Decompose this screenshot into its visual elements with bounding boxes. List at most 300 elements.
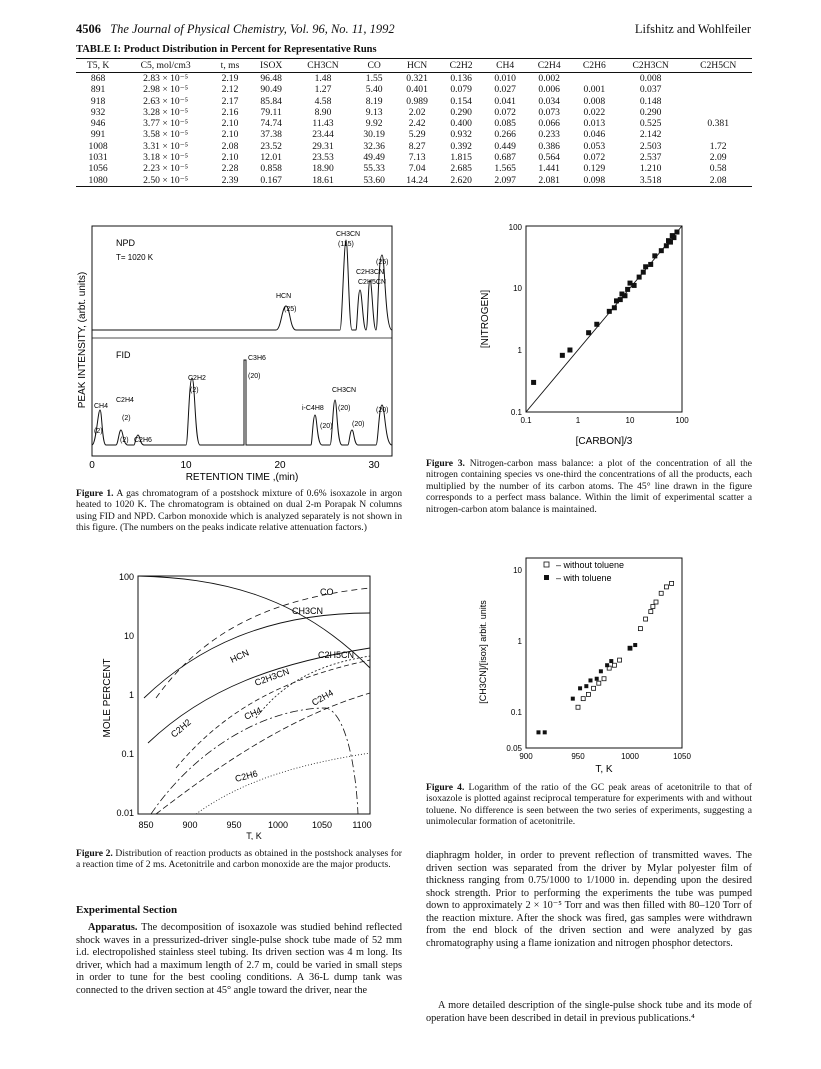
table-cell: 0.006	[538, 84, 560, 96]
table-cell: 0.072	[583, 152, 606, 164]
table-cell: 2.10	[221, 129, 239, 141]
figure2-xtick: 950	[226, 820, 242, 830]
curve-label: C2H5CN	[318, 650, 355, 660]
table-cell: 2.620	[439, 175, 484, 187]
table-cell: 2.10	[221, 152, 239, 164]
figure4-ytick: 1	[517, 637, 522, 646]
table-cell: 0.073	[538, 106, 560, 118]
figure2-mole-percent	[96, 568, 386, 840]
figure3-ytick: 10	[513, 284, 522, 293]
table-cell: 18.90	[312, 163, 334, 175]
table-cell: 9.92	[365, 118, 383, 130]
figure4-ytick: 10	[513, 566, 522, 575]
column-header: C2H5CN	[684, 59, 752, 73]
table-cell: 0.008	[583, 95, 606, 107]
figure4-caption-label: Figure 4.	[426, 782, 465, 793]
table-cell: 0.079	[450, 84, 472, 96]
curve-label: CO	[320, 587, 334, 597]
table-cell: 96.48	[260, 73, 282, 84]
table-cell: 0.027	[494, 84, 516, 96]
table-cell: 1031	[88, 152, 108, 164]
data-point	[668, 240, 673, 245]
figure2-xlabel: T, K	[246, 831, 262, 840]
table-cell: 991	[90, 129, 106, 141]
table-cell: 85.84	[260, 95, 282, 107]
figure4-frame	[526, 558, 682, 748]
data-point-with-toluene	[536, 730, 540, 734]
table-cell: 868	[90, 73, 106, 84]
table-cell: 53.60	[353, 175, 396, 187]
peak-label: (2)	[94, 428, 103, 435]
table-cell: 23.44	[312, 129, 334, 141]
legend-open-marker	[544, 562, 549, 567]
table-cell: 0.053	[583, 140, 606, 152]
table-cell: 1.48	[314, 73, 332, 84]
table-body	[76, 73, 752, 187]
table-cell: 1.72	[709, 140, 727, 152]
table-cell: 0.037	[639, 84, 662, 96]
figure3-diagonal	[526, 226, 682, 412]
table-cell: 0.008	[639, 73, 662, 84]
figure2-ytick: 10	[123, 631, 134, 641]
legend-open-label: – without toluene	[556, 560, 625, 570]
table-cell: 7.04	[408, 163, 426, 175]
table-cell: 2.98 × 10⁻⁵	[143, 84, 189, 96]
table-cell: 18.61	[293, 175, 352, 187]
data-point	[643, 264, 648, 269]
data-point-with-toluene	[571, 697, 575, 701]
peak-label: C2H3CN	[356, 269, 385, 276]
table-cell: 30.19	[363, 129, 385, 141]
peak-label: i-C4H8	[302, 405, 324, 412]
figure3-xtick: 100	[675, 416, 689, 425]
data-point-with-toluene	[605, 663, 609, 667]
table-cell: 23.53	[312, 152, 334, 164]
curve-label: CH3CN	[292, 606, 324, 616]
figure1-caption-text: A gas chromatogram of a postshock mixture of 0.6% isoxazole in argon heated to 1020 K. The chromatogram is obtained on dual 2-m Porapak N columns using FID and NPD. Carbon monoxide which is analyzed separately is not shown in this figure. (The numbers on the peaks indicate relative attenuation factors.)	[76, 488, 402, 534]
experimental-para3: A more detailed description of the single-pulse shock tube and its mode of operation have been described in detail in previous publications.⁴	[426, 1000, 752, 1024]
data-point	[612, 305, 617, 310]
peak-label: (25)	[284, 306, 297, 313]
figure1-chromatogram	[76, 220, 406, 482]
data-point	[622, 293, 627, 298]
table-cell: 3.28 × 10⁻⁵	[143, 106, 189, 118]
figure1-xlabel: RETENTION TIME ,(min)	[185, 472, 299, 482]
table-row	[76, 129, 752, 140]
table-cell: 1.565	[494, 163, 516, 175]
peak-label: (20)	[338, 405, 351, 412]
data-point-with-toluene	[584, 684, 588, 688]
table-cell: 4.58	[314, 95, 332, 107]
apparatus-label: Apparatus.	[88, 922, 138, 933]
table-row	[76, 141, 752, 152]
table-cell: 2.28	[221, 163, 239, 175]
table-row	[76, 118, 752, 129]
table-cell: 3.77 × 10⁻⁵	[143, 118, 189, 130]
table-cell	[684, 84, 752, 95]
figure1-npd-label: NPD	[116, 238, 136, 248]
table-cell: 0.041	[494, 95, 516, 107]
table-cell: 2.08	[684, 175, 752, 187]
table-cell: 0.449	[494, 140, 516, 152]
journal-title: The Journal of Physical Chemistry, Vol. 96, No. 11, 1992	[110, 22, 395, 36]
figure2-ytick: 0.01	[116, 808, 134, 818]
figure3-ytick: 0.1	[510, 408, 522, 417]
table-cell	[684, 107, 752, 118]
table-cell: 0.386	[538, 140, 560, 152]
table-header-row	[76, 59, 752, 73]
data-point	[618, 297, 623, 302]
data-point-with-toluene	[543, 730, 547, 734]
figure4-points	[536, 581, 673, 734]
figure4-xtick: 1050	[673, 752, 691, 761]
table-cell: 0.034	[538, 95, 560, 107]
figure4-xlabel: T, K	[595, 764, 613, 774]
data-point	[659, 248, 664, 253]
table-cell: 23.52	[260, 140, 282, 152]
table-cell: 0.381	[707, 118, 729, 130]
figure2-ytick: 0.1	[121, 749, 134, 759]
table-row	[76, 96, 752, 107]
table-row	[76, 163, 752, 174]
data-point-without-toluene	[664, 585, 668, 589]
table-cell: 9.13	[365, 106, 383, 118]
table-cell: 2.503	[639, 140, 662, 152]
table-cell: 0.085	[494, 118, 516, 130]
table-cell: 2.685	[450, 163, 472, 175]
table-cell: 1008	[88, 140, 108, 152]
figure3-points	[531, 230, 679, 385]
legend-filled-marker	[544, 575, 549, 580]
table-cell: 3.58 × 10⁻⁵	[143, 129, 189, 141]
figure2-xtick: 900	[182, 820, 198, 830]
data-point-without-toluene	[576, 705, 580, 709]
table-cell: 2.50 × 10⁻⁵	[120, 175, 211, 187]
authors-header: Lifshitz and Wohlfeiler	[634, 22, 751, 36]
table-cell: 29.31	[312, 140, 334, 152]
table-cell: 0.136	[450, 73, 472, 84]
figure3-caption	[426, 458, 752, 515]
table-cell: 0.858	[260, 163, 282, 175]
table-cell: 918	[90, 95, 106, 107]
table-cell: 2.10	[221, 118, 239, 130]
table-cell: 0.401	[406, 84, 428, 96]
table-cell: 2.081	[527, 175, 572, 187]
table-cell: 2.537	[639, 152, 662, 164]
table-cell: 8.90	[314, 106, 332, 118]
table-cell: 2.12	[221, 84, 239, 96]
table-cell: 1080	[76, 175, 120, 187]
data-point	[637, 275, 642, 280]
table-row	[76, 107, 752, 118]
data-point-without-toluene	[649, 610, 653, 614]
legend-filled-label: – with toluene	[556, 573, 612, 583]
table-cell: 0.098	[572, 175, 617, 187]
table-cell: 0.687	[494, 152, 516, 164]
table-cell: 2.142	[639, 129, 662, 141]
column-header: C2H3CN	[617, 59, 685, 73]
peak-label: C2H2	[188, 375, 206, 382]
peak-label: (20)	[248, 373, 261, 380]
column-header: t, ms	[211, 59, 249, 73]
figure3-xtick: 0.1	[520, 416, 532, 425]
figure3-ytick: 100	[508, 223, 522, 232]
figure2-xtick: 850	[138, 820, 154, 830]
table-cell: 1.815	[450, 152, 472, 164]
table-row	[76, 175, 752, 187]
figure1-xtick: 30	[368, 460, 380, 471]
table-cell: 3.518	[617, 175, 685, 187]
curve-label: C2H3CN	[253, 666, 291, 688]
figure2-caption	[76, 848, 402, 871]
table-cell: 0.072	[494, 106, 516, 118]
table-cell: 0.129	[583, 163, 606, 175]
data-point-without-toluene	[597, 681, 601, 685]
table-cell: 2.02	[408, 106, 426, 118]
figure4-xtick: 1000	[621, 752, 639, 761]
product-table	[76, 58, 752, 187]
table-cell: 74.74	[260, 118, 282, 130]
table-cell	[572, 73, 617, 85]
figure4-ylabel: [CH3CN]/[isox] arbit. units	[478, 600, 488, 704]
table-cell: 0.167	[249, 175, 293, 187]
column-header: C2H2	[439, 59, 484, 73]
figure4-caption	[426, 782, 752, 828]
data-point-without-toluene	[618, 658, 622, 662]
data-point	[586, 330, 591, 335]
table-cell: 2.08	[221, 140, 239, 152]
figure2-xtick: 1050	[311, 820, 333, 830]
table-cell: 2.16	[221, 106, 239, 118]
table-row	[76, 152, 752, 163]
figure1-fid-label: FID	[116, 350, 131, 360]
figure2-xtick: 1100	[352, 820, 372, 830]
data-point	[674, 230, 679, 235]
figure2-ytick: 1	[128, 690, 134, 700]
peak-label: (2)	[120, 437, 129, 444]
data-point-without-toluene	[592, 686, 596, 690]
figure2-ytick: 100	[118, 572, 134, 582]
peak-label: (20)	[352, 421, 365, 428]
curve-label: CH4	[242, 705, 264, 722]
figure3-xtick: 10	[625, 416, 635, 425]
table-cell: 0.046	[583, 129, 606, 141]
data-point	[641, 270, 646, 275]
data-point-without-toluene	[670, 581, 674, 585]
table-cell: 0.002	[538, 73, 560, 84]
table-cell: 1.210	[639, 163, 662, 175]
figure4-ytick: 0.05	[506, 744, 522, 753]
data-point-without-toluene	[602, 677, 606, 681]
table-cell: 0.154	[450, 95, 472, 107]
data-point-without-toluene	[612, 663, 616, 667]
table-cell: 1.27	[314, 84, 332, 96]
column-header: C5, mol/cm3	[120, 59, 211, 73]
peak-label: CH3CN	[336, 231, 361, 238]
table-cell: 0.290	[450, 106, 472, 118]
table-cell: 0.564	[538, 152, 560, 164]
table-cell: 0.58	[709, 163, 727, 175]
table-cell: 0.066	[538, 118, 560, 130]
data-point-without-toluene	[586, 692, 590, 696]
data-point-without-toluene	[644, 617, 648, 621]
table-cell: 0.932	[450, 129, 472, 141]
table-cell: 946	[90, 118, 106, 130]
table-cell: 1.55	[365, 73, 383, 84]
figure1-fid-trace	[92, 360, 392, 445]
figure3-xlabel: [CARBON]/3	[575, 436, 633, 447]
table-cell: 0.321	[406, 73, 428, 84]
experimental-heading: Experimental Section	[76, 904, 178, 916]
figure1-temp-label: T= 1020 K	[116, 253, 154, 262]
column-header: C2H4	[527, 59, 572, 73]
column-header: C2H6	[572, 59, 617, 73]
figure4-ytick: 0.1	[510, 708, 522, 717]
table-cell: 0.266	[494, 129, 516, 141]
table-cell: 2.19	[221, 73, 239, 84]
table-cell: 2.097	[484, 175, 527, 187]
table-cell: 12.01	[260, 152, 282, 164]
table-cell: 2.39	[211, 175, 249, 187]
table-cell: 0.233	[538, 129, 560, 141]
table-cell: 0.010	[494, 73, 516, 84]
figure3-caption-label: Figure 3.	[426, 458, 465, 469]
data-point-with-toluene	[628, 646, 632, 650]
table-cell: 0.525	[639, 118, 662, 130]
table-cell: 2.83 × 10⁻⁵	[143, 73, 189, 84]
table-cell: 5.40	[365, 84, 383, 96]
column-header: T5, K	[76, 59, 120, 73]
curve-label: C2H6	[233, 768, 259, 784]
figure1-caption	[76, 488, 402, 534]
peak-label: CH3CN	[332, 387, 357, 394]
peak-label: (2)	[122, 415, 131, 422]
figure4-caption-text: Logarithm of the ratio of the GC peak areas of acetonitrile to that of isoxazole is plotted against reciprocal temperature for experiments with and without toluene. No difference is seen between the two series of experiments, suggesting a unimolecular formation of acetonitrile.	[426, 782, 752, 828]
page-header	[76, 22, 395, 37]
table-cell: 0.290	[639, 106, 662, 118]
table-cell: 0.022	[583, 106, 606, 118]
figure2-caption-text: Distribution of reaction products as obtained in the postshock analyses for a reaction time of 2 ms. Acetonitrile and carbon monoxide are the major products.	[76, 848, 402, 871]
figure1-ylabel: PEAK INTENSITY, (arbt. units)	[77, 271, 88, 409]
figure3-mass-balance	[470, 222, 710, 450]
peak-label: C2H6	[134, 437, 152, 444]
table-cell: 891	[90, 84, 106, 96]
column-header: CH3CN	[293, 59, 352, 73]
table-cell: 1.441	[538, 163, 560, 175]
figure3-caption-text: Nitrogen-carbon mass balance: a plot of the concentration of all the nitrogen containing species vs one-third the concentrations of all the products, each multiplied by the number of its carbon atoms. The 45° line drawn in the figure corresponds to a perfect mass balance. Within the limit of experimental scatter a nitrogen-carbon atom balance is maintained.	[426, 458, 752, 515]
table-cell: 8.19	[365, 95, 383, 107]
table-row	[76, 84, 752, 95]
figure1-xtick: 10	[180, 460, 192, 471]
data-point	[648, 262, 653, 267]
table-cell: 14.24	[396, 175, 439, 187]
figure4-xtick: 900	[519, 752, 533, 761]
peak-label: (115)	[338, 241, 354, 248]
figure3-ytick: 1	[517, 346, 522, 355]
data-point-without-toluene	[654, 600, 658, 604]
figure1-xtick: 20	[274, 460, 286, 471]
table-row	[76, 73, 752, 85]
data-point	[652, 253, 657, 258]
figure3-xtick: 1	[575, 416, 581, 425]
data-point-without-toluene	[651, 604, 655, 608]
page-number: 4506	[76, 22, 101, 36]
para1-text: The decomposition of isoxazole was studied behind reflected shock waves in a pressurized-driver single-pulse shock tube made of 52 mm i.d. electropolished stainless steel tubing. Its driven section was 4 m long. Its driver, which had a maximum length of 2.7 m, could be varied in small steps in order to tune for the best cooling conditions. A 36-L dump tank was connected to the driven section at 45° angle toward the driver, near the	[76, 922, 402, 996]
data-point	[560, 353, 565, 358]
peak-label: C2H5CN	[358, 279, 387, 286]
table-cell: 55.33	[363, 163, 385, 175]
peak-label: C3H6	[248, 355, 266, 362]
data-point-with-toluene	[595, 677, 599, 681]
peak-label: (2)	[190, 387, 199, 394]
table-cell: 0.001	[583, 84, 606, 96]
peak-label: (25)	[376, 259, 389, 266]
figure2-ylabel: MOLE PERCENT	[102, 658, 113, 738]
peak-label: (20)	[320, 423, 333, 430]
table-cell: 32.36	[363, 140, 385, 152]
table-cell: 932	[90, 106, 106, 118]
figure4-xtick: 950	[571, 752, 585, 761]
table-cell: 5.29	[408, 129, 426, 141]
column-header: CO	[353, 59, 396, 73]
table-cell: 2.09	[709, 152, 727, 164]
table-cell	[684, 96, 752, 107]
table-cell	[684, 73, 752, 85]
data-point	[567, 348, 572, 353]
figure1-xtick: 0	[89, 460, 95, 471]
table-cell: 2.23 × 10⁻⁵	[143, 163, 189, 175]
table-cell: 90.49	[260, 84, 282, 96]
table-cell: 7.13	[408, 152, 426, 164]
column-header: CH4	[484, 59, 527, 73]
table-cell: 0.148	[639, 95, 662, 107]
table-cell: 2.17	[221, 95, 239, 107]
peak-label: C2H4	[116, 397, 134, 404]
table-cell: 49.49	[363, 152, 385, 164]
table-cell: 0.013	[583, 118, 606, 130]
curve-label: C2H2	[168, 717, 193, 740]
figure3-ylabel: [NITROGEN]	[480, 289, 491, 349]
table-cell: 3.31 × 10⁻⁵	[143, 140, 189, 152]
data-point	[607, 309, 612, 314]
data-point-with-toluene	[609, 659, 613, 663]
figure1-caption-label: Figure 1.	[76, 488, 114, 499]
table-cell: 0.989	[406, 95, 428, 107]
curve-label: HCN	[228, 647, 251, 665]
table-cell: 0.400	[450, 118, 472, 130]
experimental-para1	[76, 922, 402, 997]
table-title: TABLE I: Product Distribution in Percent for Representative Runs	[76, 44, 377, 55]
table-cell: 1056	[88, 163, 108, 175]
data-point	[594, 322, 599, 327]
peak-label: (20)	[376, 407, 389, 414]
data-point-without-toluene	[659, 591, 663, 595]
data-point-without-toluene	[638, 627, 642, 631]
data-point	[671, 235, 676, 240]
table-cell: 11.43	[312, 118, 334, 130]
table-cell: 2.42	[408, 118, 426, 130]
experimental-para2: diaphragm holder, in order to prevent reflection of transmitted waves. The driven section was separated from the driver by Mylar polyester film of thickness ranging from 0.75/1000 to 1/1000 in. depending upon the desired shock strength. Prior to performing the experiments the tube was pumped down to approximately 2 × 10⁻⁵ Torr and was then filled with 80–120 Torr of the reaction mixture. After the shock was fired, gas samples were withdrawn from the end block of the driven section and were analyzed by gas chromatography using a flame ionization and nitrogen phosphor detectors.	[426, 850, 752, 949]
data-point-without-toluene	[581, 697, 585, 701]
column-header: ISOX	[249, 59, 293, 73]
figure2-caption-label: Figure 2.	[76, 848, 113, 859]
data-point-with-toluene	[633, 643, 637, 647]
curve-c2h6	[196, 753, 370, 814]
data-point	[632, 283, 637, 288]
table-cell: 37.38	[260, 129, 282, 141]
curve-label: C2H4	[310, 687, 335, 708]
data-point	[531, 380, 536, 385]
